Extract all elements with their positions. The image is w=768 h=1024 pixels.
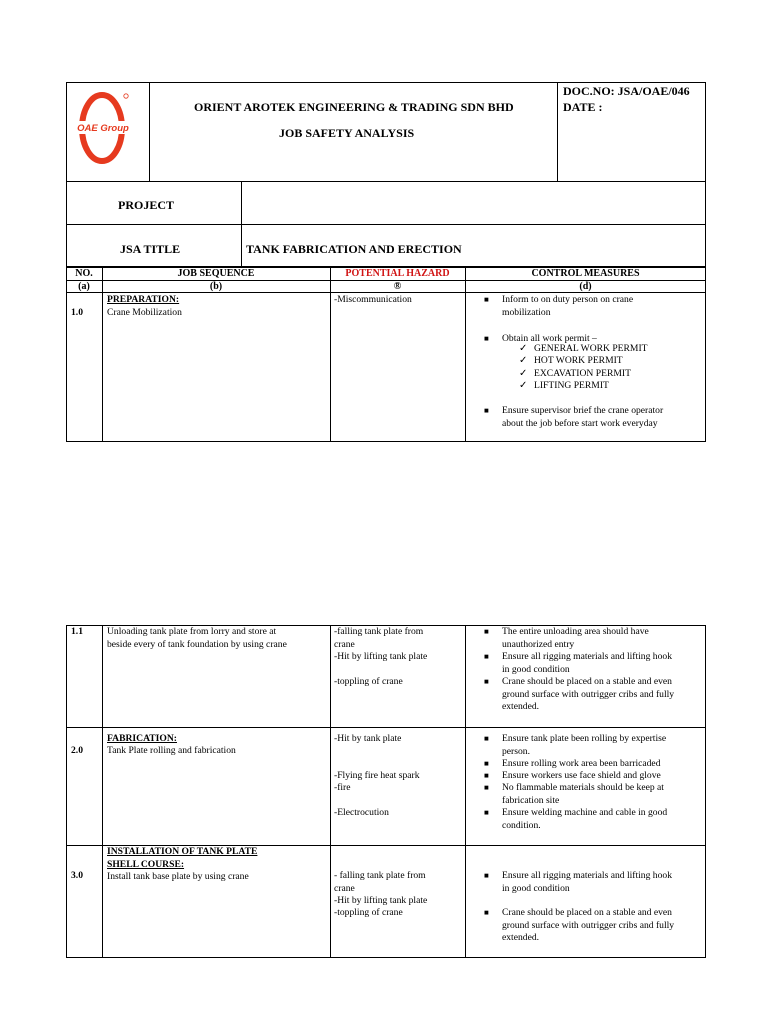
text-line: Ensure all rigging materials and lifting hook [502,870,672,881]
col-code-no: (a) [78,281,90,292]
text-line: unauthorized entry [502,638,575,650]
control-item [502,733,666,758]
header-row-divider-2 [66,292,706,293]
bullet-icon: ■ [484,908,489,917]
section-heading: PREPARATION: [107,294,180,305]
text-line: ground surface with outrigger cribs and fully [502,688,675,700]
text-line: SHELL COURSE: [107,858,185,870]
col-code-hazard: ® [393,281,402,292]
text-line: Ensure supervisor brief the crane operator [502,405,664,416]
hazard-item: -Flying fire heat spark [334,770,420,781]
col-header-seq: JOB SEQUENCE [177,268,255,279]
document-title: JOB SAFETY ANALYSIS [279,126,415,140]
company-logo [74,88,134,168]
col-header-no: NO. [75,268,93,279]
text-line: in good condition [502,663,570,675]
col-code-seq: (b) [209,281,223,292]
col-divider-1 [102,625,103,958]
bullet-icon: ■ [484,771,489,780]
control-item [502,651,672,676]
permit-item: HOT WORK PERMIT [534,355,623,366]
control-item [502,807,667,832]
col-header-hazard: POTENTIAL HAZARD [345,268,450,279]
text-line: about the job before start work everyday [502,417,658,429]
bullet-icon: ■ [484,334,489,343]
text-line: The entire unloading area should have [502,626,649,637]
bullet-icon: ■ [484,871,489,880]
section-heading: FABRICATION: [107,733,177,744]
hazard-item [334,626,423,651]
bullet-icon: ■ [484,808,489,817]
text-line: beside every of tank foundation by using crane [107,638,287,650]
hazard-item: -Hit by tank plate [334,733,402,744]
job-step [107,626,287,651]
checkmark-icon: ✓ [519,368,528,379]
control-item [502,405,663,430]
bullet-icon: ■ [484,295,489,304]
bullet-icon: ■ [484,627,489,636]
header-divider-docno [557,82,558,182]
hazard-item: -Electrocution [334,807,389,818]
bullet-icon: ■ [484,406,489,415]
hazard-item: -Miscommunication [334,294,412,305]
bullet-icon: ■ [484,677,489,686]
hazard-item: -fire [334,782,351,793]
col-divider-3 [465,625,466,958]
text-line: ground surface with outrigger cribs and fully [502,919,675,931]
row-number: 1.1 [71,626,83,637]
date-label: DATE : [563,100,603,114]
control-item [502,626,649,651]
permit-item: LIFTING PERMIT [534,380,609,391]
bullet-icon: ■ [484,759,489,768]
project-label: PROJECT [118,198,175,212]
text-line: condition. [502,819,541,831]
control-item: Obtain all work permit – [502,333,597,344]
control-item [502,907,674,945]
col-code-control: (d) [579,281,592,292]
col-divider-2 [330,267,331,442]
col-divider-3 [465,267,466,442]
text-line: person. [502,745,530,757]
project-row-divider [66,224,706,225]
bullet-icon: ■ [484,783,489,792]
text-line: crane [334,638,355,650]
text-line: Inform to on duty person on crane [502,294,634,305]
jsa-title-label: JSA TITLE [120,242,181,256]
row-divider [66,727,706,728]
control-item: Ensure rolling work area been barricaded [502,758,661,769]
row-number: 2.0 [71,745,83,756]
text-line: Ensure all rigging materials and lifting hook [502,651,672,662]
permit-item: EXCAVATION PERMIT [534,368,631,379]
text-line: crane [334,882,355,894]
checkmark-icon: ✓ [519,380,528,391]
permit-item: GENERAL WORK PERMIT [534,343,648,354]
text-line: - falling tank plate from [334,870,426,881]
header-divider-logo [149,82,150,182]
section-heading [107,846,257,871]
control-item [502,676,674,714]
job-step: Install tank base plate by using crane [107,871,249,882]
text-line: Crane should be placed on a stable and even [502,907,672,918]
hazard-item: -Hit by lifting tank plate [334,895,428,906]
row-number: 3.0 [71,870,83,881]
hazard-item: -toppling of crane [334,907,403,918]
checkmark-icon: ✓ [519,343,528,354]
text-line: Unloading tank plate from lorry and store at [107,626,277,637]
row-number: 1.0 [71,307,83,318]
oae-logo-icon [74,88,134,168]
text-line: in good condition [502,882,570,894]
hazard-item: -Hit by lifting tank plate [334,651,428,662]
hazard-item [334,870,426,895]
text-line: No flammable materials should be keep at [502,782,664,793]
text-line: mobilization [502,306,551,318]
text-line: -falling tank plate from [334,626,424,637]
checkmark-icon: ✓ [519,355,528,366]
text-line: INSTALLATION OF TANK PLATE [107,846,258,857]
text-line: Crane should be placed on a stable and even [502,676,672,687]
job-step: Tank Plate rolling and fabrication [107,745,236,756]
col-divider-2 [330,625,331,958]
bullet-icon: ■ [484,734,489,743]
text-line: Ensure welding machine and cable in good [502,807,668,818]
jsa-title-value: TANK FABRICATION AND ERECTION [246,242,462,256]
hazard-item: -toppling of crane [334,676,403,687]
job-step: Crane Mobilization [107,307,182,318]
doc-number: DOC.NO: JSA/OAE/046 [563,84,690,98]
text-line: extended. [502,932,540,943]
control-item [502,870,672,895]
col-divider-1 [102,267,103,442]
bullet-icon: ■ [484,652,489,661]
text-line: extended. [502,701,540,712]
text-line: Ensure tank plate been rolling by expertise [502,733,667,744]
col-header-control: CONTROL MEASURES [531,268,640,279]
logo-text: OAE Group [77,123,129,134]
control-item [502,782,664,807]
control-item: Ensure workers use face shield and glove [502,770,661,781]
control-item [502,294,633,319]
text-line: fabrication site [502,794,560,806]
company-name: ORIENT AROTEK ENGINEERING & TRADING SDN BHD [194,100,514,114]
